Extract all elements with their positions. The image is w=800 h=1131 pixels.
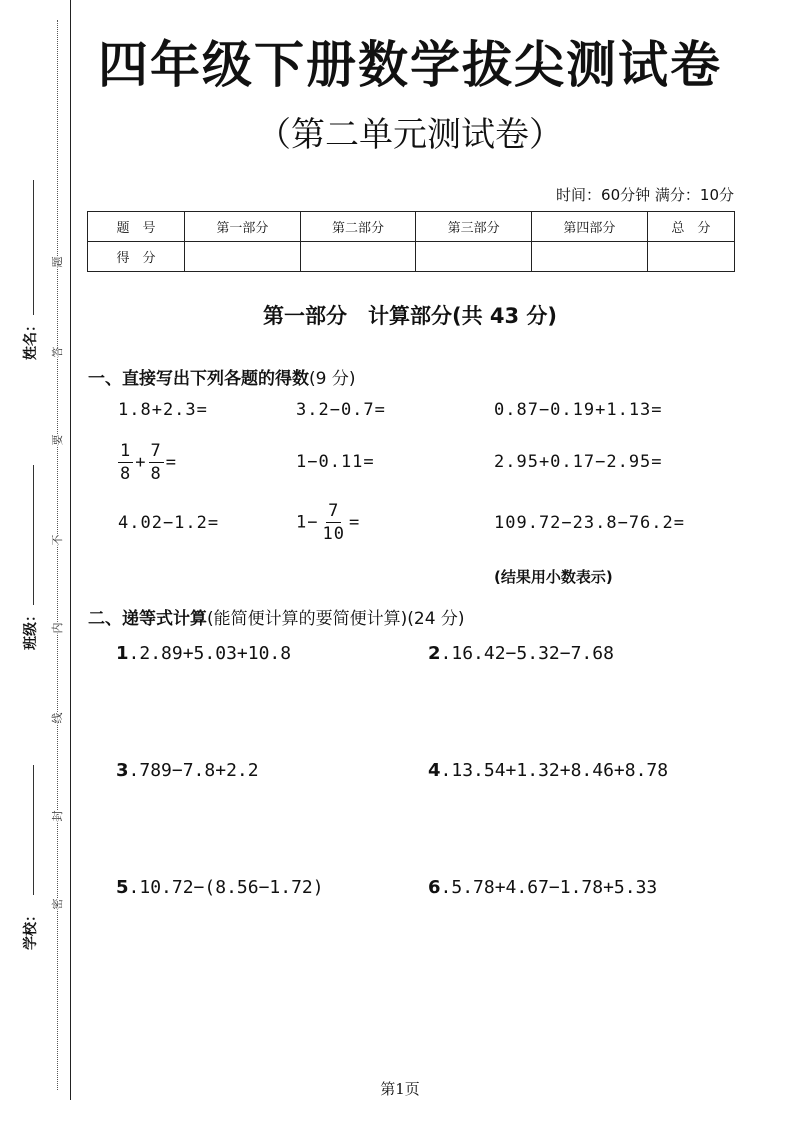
answer-format-note: (结果用小数表示): [494, 568, 613, 586]
page-title: 四年级下册数学拔尖测试卷: [98, 35, 722, 94]
class-label: 班级：: [23, 608, 39, 650]
fraction-numerator: 7: [328, 501, 340, 521]
fraction-expression: [116, 440, 177, 485]
problem-number: 5: [116, 877, 129, 898]
calc-problem: [428, 760, 668, 781]
fraction-denominator: 8: [150, 464, 162, 484]
problem-number: 1: [116, 643, 129, 664]
fraction-denominator: 8: [120, 464, 132, 484]
problem-expression: 1−0.11=: [296, 452, 375, 472]
page-number: 第1页: [380, 1080, 420, 1098]
binding-solid-line: [70, 0, 71, 1100]
seal-char: 不: [51, 534, 64, 546]
binding-dotted-line: [57, 20, 58, 1090]
section-1-title: 一、直接写出下列各题的得数: [88, 369, 309, 389]
problem-expression: 4.02−1.2=: [118, 513, 220, 533]
fraction: [118, 440, 133, 485]
expression-prefix: 1−: [296, 512, 319, 533]
calc-problem: [428, 877, 657, 898]
section-2-heading: [88, 604, 465, 629]
problem-expression: 2.95+0.17−2.95=: [494, 452, 663, 472]
seal-char: 要: [51, 434, 64, 446]
problem-expression: 109.72−23.8−76.2=: [494, 513, 685, 533]
calc-problem: [116, 877, 324, 898]
class-blank-line: [33, 465, 34, 605]
score-input-cell[interactable]: [416, 242, 532, 272]
problem-expression: .789−7.8+2.2: [128, 760, 259, 781]
section-1-heading: [88, 364, 355, 389]
section-2-title: 二、递等式计算: [88, 609, 207, 629]
score-table-score-row: [88, 242, 735, 272]
table-cell: 第二部分: [300, 212, 416, 242]
name-label: 姓名：: [23, 318, 39, 360]
fraction-numerator: 1: [120, 441, 132, 461]
score-input-cell[interactable]: [647, 242, 734, 272]
school-label: 学校：: [23, 908, 39, 950]
score-input-cell[interactable]: [185, 242, 301, 272]
table-cell: 总 分: [647, 212, 734, 242]
time-info: 时间：60分钟 满分：10分: [556, 186, 734, 204]
operator: +: [135, 452, 147, 473]
section-2-hint: (能简便计算的要简便计算): [207, 609, 408, 629]
calc-problem: [116, 643, 291, 664]
problem-expression: .13.54+1.32+8.46+8.78: [440, 760, 669, 781]
section-1-points: (9 分): [309, 369, 356, 389]
part-title: 第一部分 计算部分(共 43 分): [262, 304, 558, 328]
problem-expression: 3.2−0.7=: [296, 400, 386, 420]
problem-expression: .10.72−(8.56−1.72): [128, 877, 324, 898]
seal-char: 密: [51, 898, 64, 910]
problem-expression: .5.78+4.67−1.78+5.33: [440, 877, 658, 898]
problem-expression: 0.87−0.19+1.13=: [494, 400, 663, 420]
table-cell: 得 分: [88, 242, 185, 272]
score-table: [87, 211, 735, 272]
equals-sign: =: [348, 512, 361, 533]
problem-number: 3: [116, 760, 129, 781]
seal-char: 线: [51, 712, 64, 724]
table-cell: 第四部分: [532, 212, 648, 242]
table-cell: 题 号: [88, 212, 185, 242]
table-cell: 第三部分: [416, 212, 532, 242]
fraction-expression: [296, 500, 360, 545]
score-table-header-row: [88, 212, 735, 242]
score-input-cell[interactable]: [300, 242, 416, 272]
problem-expression: 1.8+2.3=: [118, 400, 208, 420]
problem-expression: .16.42−5.32−7.68: [440, 643, 614, 664]
seal-char: 封: [51, 810, 64, 822]
calc-problem: [428, 643, 614, 664]
section-2-points: (24 分): [407, 609, 465, 629]
score-input-cell[interactable]: [532, 242, 648, 272]
problem-number: 6: [428, 877, 441, 898]
seal-char: 题: [51, 256, 64, 268]
problem-number: 2: [428, 643, 441, 664]
seal-char: 内: [51, 622, 64, 634]
fraction-numerator: 7: [150, 441, 162, 461]
equals-sign: =: [165, 452, 177, 473]
name-blank-line: [33, 180, 34, 315]
page-subtitle: （第二单元测试卷）: [257, 115, 563, 155]
fraction-denominator: 10: [322, 524, 345, 544]
seal-char: 答: [51, 346, 64, 358]
problem-number: 4: [428, 760, 441, 781]
fraction: [149, 440, 164, 485]
calc-problem: [116, 760, 259, 781]
problem-expression: .2.89+5.03+10.8: [128, 643, 292, 664]
table-cell: 第一部分: [185, 212, 301, 242]
fraction: [320, 500, 346, 545]
school-blank-line: [33, 765, 34, 895]
